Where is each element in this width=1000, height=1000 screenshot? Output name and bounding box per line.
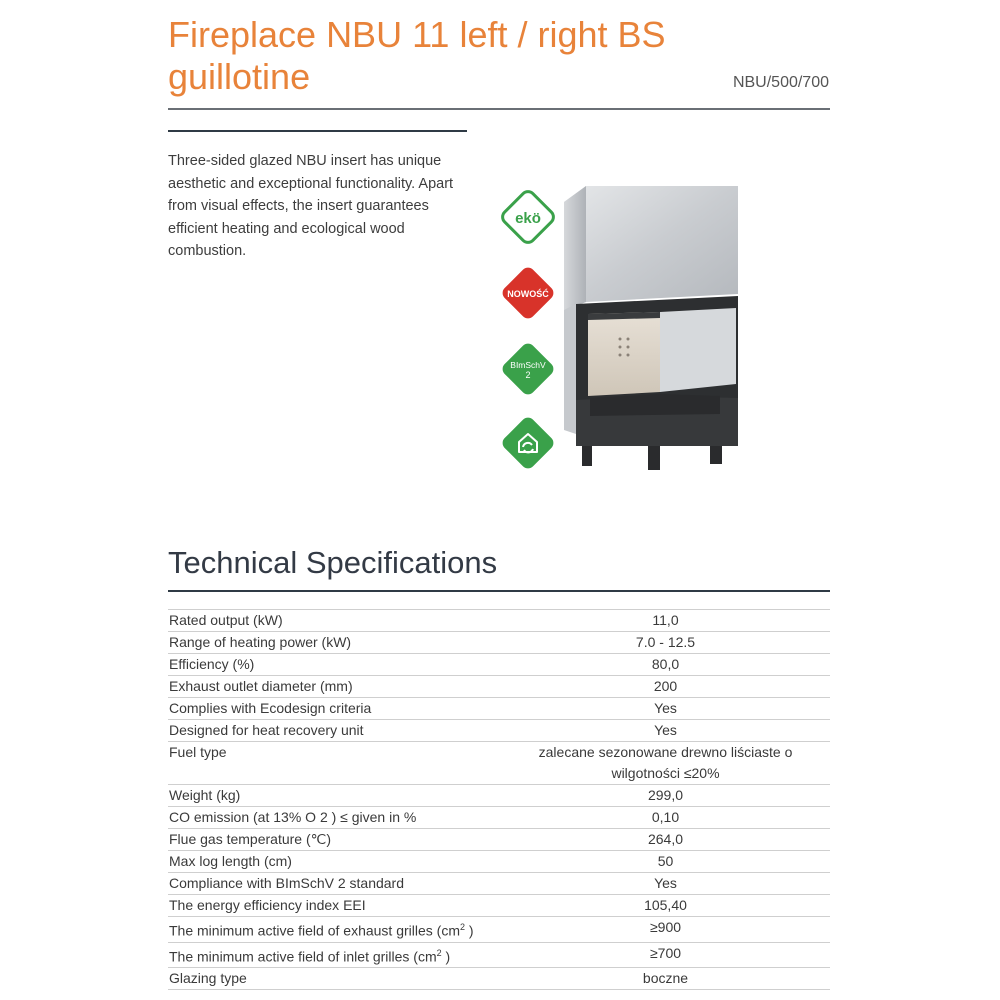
table-row (168, 610, 830, 632)
spec-value: ≥900 (501, 917, 830, 943)
spec-value-line: wilgotności ≤20% (611, 765, 720, 781)
spec-label: Fuel type (168, 742, 501, 785)
spec-label: Exhaust outlet diameter (mm) (168, 676, 501, 698)
spec-label-text: The minimum active field of inlet grilles (cm (169, 948, 437, 965)
spec-label-sup: 2 (436, 947, 442, 958)
page-title: Fireplace NBU 11 left / right BS guillotine (168, 14, 666, 97)
spec-label: Rated output (kW) (168, 610, 501, 632)
intro-text: Three-sided glazed NBU insert has unique aesthetic and exceptional functionality. Apart from visual effects, the insert guarantees efficient heating and ecological wood combustion. (168, 153, 454, 259)
spec-value: 200 (501, 676, 830, 698)
spec-value: 80,0 (501, 654, 830, 676)
spec-label (168, 942, 501, 968)
table-row (168, 942, 830, 968)
table-row (168, 742, 830, 785)
spec-value: 264,0 (501, 829, 830, 851)
table-row (168, 632, 830, 654)
spec-label: Designed for heat recovery unit (168, 720, 501, 742)
spec-label-text: ) (441, 948, 451, 965)
spec-value: Yes (501, 698, 830, 720)
specs-table (168, 609, 830, 990)
table-row (168, 785, 830, 807)
table-row (168, 968, 830, 990)
spec-value: 105,40 (501, 895, 830, 917)
spec-label: Range of heating power (kW) (168, 632, 501, 654)
spec-label: Max log length (cm) (168, 851, 501, 873)
eko-badge (499, 188, 557, 246)
recycle-badge (499, 414, 557, 472)
spec-label-sup: 2 (460, 922, 466, 932)
model-code: NBU/500/700 (732, 74, 829, 91)
table-row (168, 873, 830, 895)
table-row (168, 807, 830, 829)
table-row (168, 720, 830, 742)
spec-value: 7.0 - 12.5 (501, 632, 830, 654)
table-row (168, 829, 830, 851)
spec-label: The energy efficiency index EEI (168, 895, 501, 917)
spec-label (168, 917, 501, 943)
bimschv-label: BImSchV (510, 360, 546, 370)
spec-value: 11,0 (501, 610, 830, 632)
spec-label: CO emission (at 13% O 2 ) ≤ given in % (168, 807, 501, 829)
spec-label: Compliance with BImSchV 2 standard (168, 873, 501, 895)
spec-label: Efficiency (%) (168, 654, 501, 676)
intro-divider (168, 130, 467, 132)
table-row (168, 895, 830, 917)
spec-value: ≥700 (501, 942, 830, 968)
spec-label: Complies with Ecodesign criteria (168, 698, 501, 720)
table-row (168, 917, 830, 943)
specs-divider (168, 590, 830, 592)
spec-value: Yes (501, 720, 830, 742)
spec-value-line: zalecane sezonowane drewno liściaste o (538, 744, 793, 760)
specs-title: Technical Specifications (168, 545, 498, 580)
table-row (168, 698, 830, 720)
nowosc-label: NOWOŚĆ (507, 289, 549, 299)
spec-value: 50 (501, 851, 830, 873)
spec-label: Glazing type (168, 968, 501, 990)
spec-label: Flue gas temperature (℃) (168, 829, 501, 851)
spec-label-text: ) (465, 922, 474, 939)
table-row (168, 676, 830, 698)
eko-label: ekö (515, 210, 541, 227)
spec-value: 0,10 (501, 807, 830, 829)
spec-label: Weight (kg) (168, 785, 501, 807)
spec-value (501, 742, 830, 785)
spec-label-text: The minimum active field of exhaust grilles (cm (169, 922, 460, 939)
table-row (168, 851, 830, 873)
bimschv-badge (499, 340, 557, 398)
bimschv-number: 2 (525, 370, 531, 380)
spec-value: 299,0 (501, 785, 830, 807)
spec-value: boczne (501, 968, 830, 990)
spec-value: Yes (501, 873, 830, 895)
fireplace-image (560, 184, 740, 474)
header-divider (168, 108, 830, 110)
table-row (168, 654, 830, 676)
nowosc-badge (499, 264, 557, 322)
